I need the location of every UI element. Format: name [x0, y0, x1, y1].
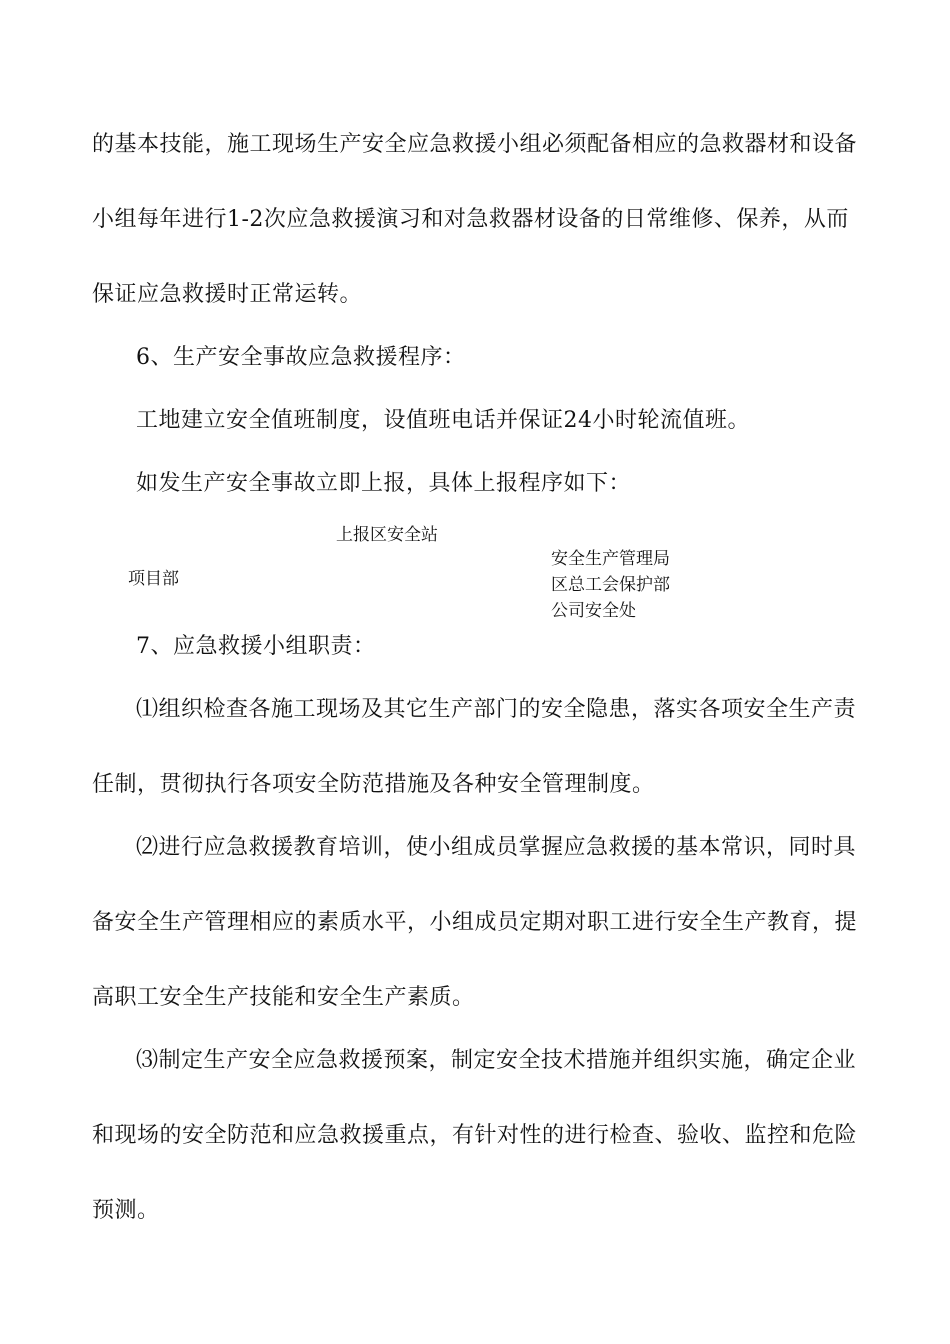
paragraph-line: 预测。 — [92, 1198, 160, 1223]
flowchart-node-union-dept: 区总工会保护部 — [551, 575, 670, 595]
paragraph-line: ⑵进行应急救援教育培训，使小组成员掌握应急救援的基本常识，同时具 — [136, 835, 857, 860]
paragraph-line: 备安全生产管理相应的素质水平，小组成员定期对职工进行安全生产教育，提 — [92, 910, 858, 935]
paragraph-line: ⑶制定生产安全应急救援预案，制定安全技术措施并组织实施，确定企业 — [136, 1048, 857, 1073]
paragraph-line: 任制，贯彻执行各项安全防范措施及各种安全管理制度。 — [92, 772, 655, 797]
paragraph-line: 如发生产安全事故立即上报，具体上报程序如下： — [136, 471, 632, 496]
flowchart-node-project-dept: 项目部 — [128, 569, 179, 589]
section-heading-6: 6、生产安全事故应急救援程序： — [136, 345, 466, 370]
paragraph-line: ⑴组织检查各施工现场及其它生产部门的安全隐患，落实各项安全生产责 — [136, 697, 857, 722]
paragraph-line: 和现场的安全防范和应急救援重点，有针对性的进行检查、验收、监控和危险 — [92, 1123, 858, 1148]
flowchart-node-district-station: 上报区安全站 — [336, 525, 438, 545]
paragraph-line: 工地建立安全值班制度，设值班电话并保证24小时轮流值班。 — [136, 408, 750, 433]
paragraph-line: 小组每年进行1-2次应急救援演习和对急救器材设备的日常维修、保养，从而 — [92, 207, 849, 232]
flowchart-node-company-safety: 公司安全处 — [551, 601, 636, 621]
section-heading-7: 7、应急救援小组职责： — [136, 634, 376, 659]
paragraph-line: 高职工安全生产技能和安全生产素质。 — [92, 985, 475, 1010]
flowchart-node-safety-bureau: 安全生产管理局 — [551, 549, 670, 569]
paragraph-line: 保证应急救援时正常运转。 — [92, 282, 363, 307]
paragraph-line: 的基本技能，施工现场生产安全应急救援小组必须配备相应的急救器材和设备 — [92, 132, 858, 157]
